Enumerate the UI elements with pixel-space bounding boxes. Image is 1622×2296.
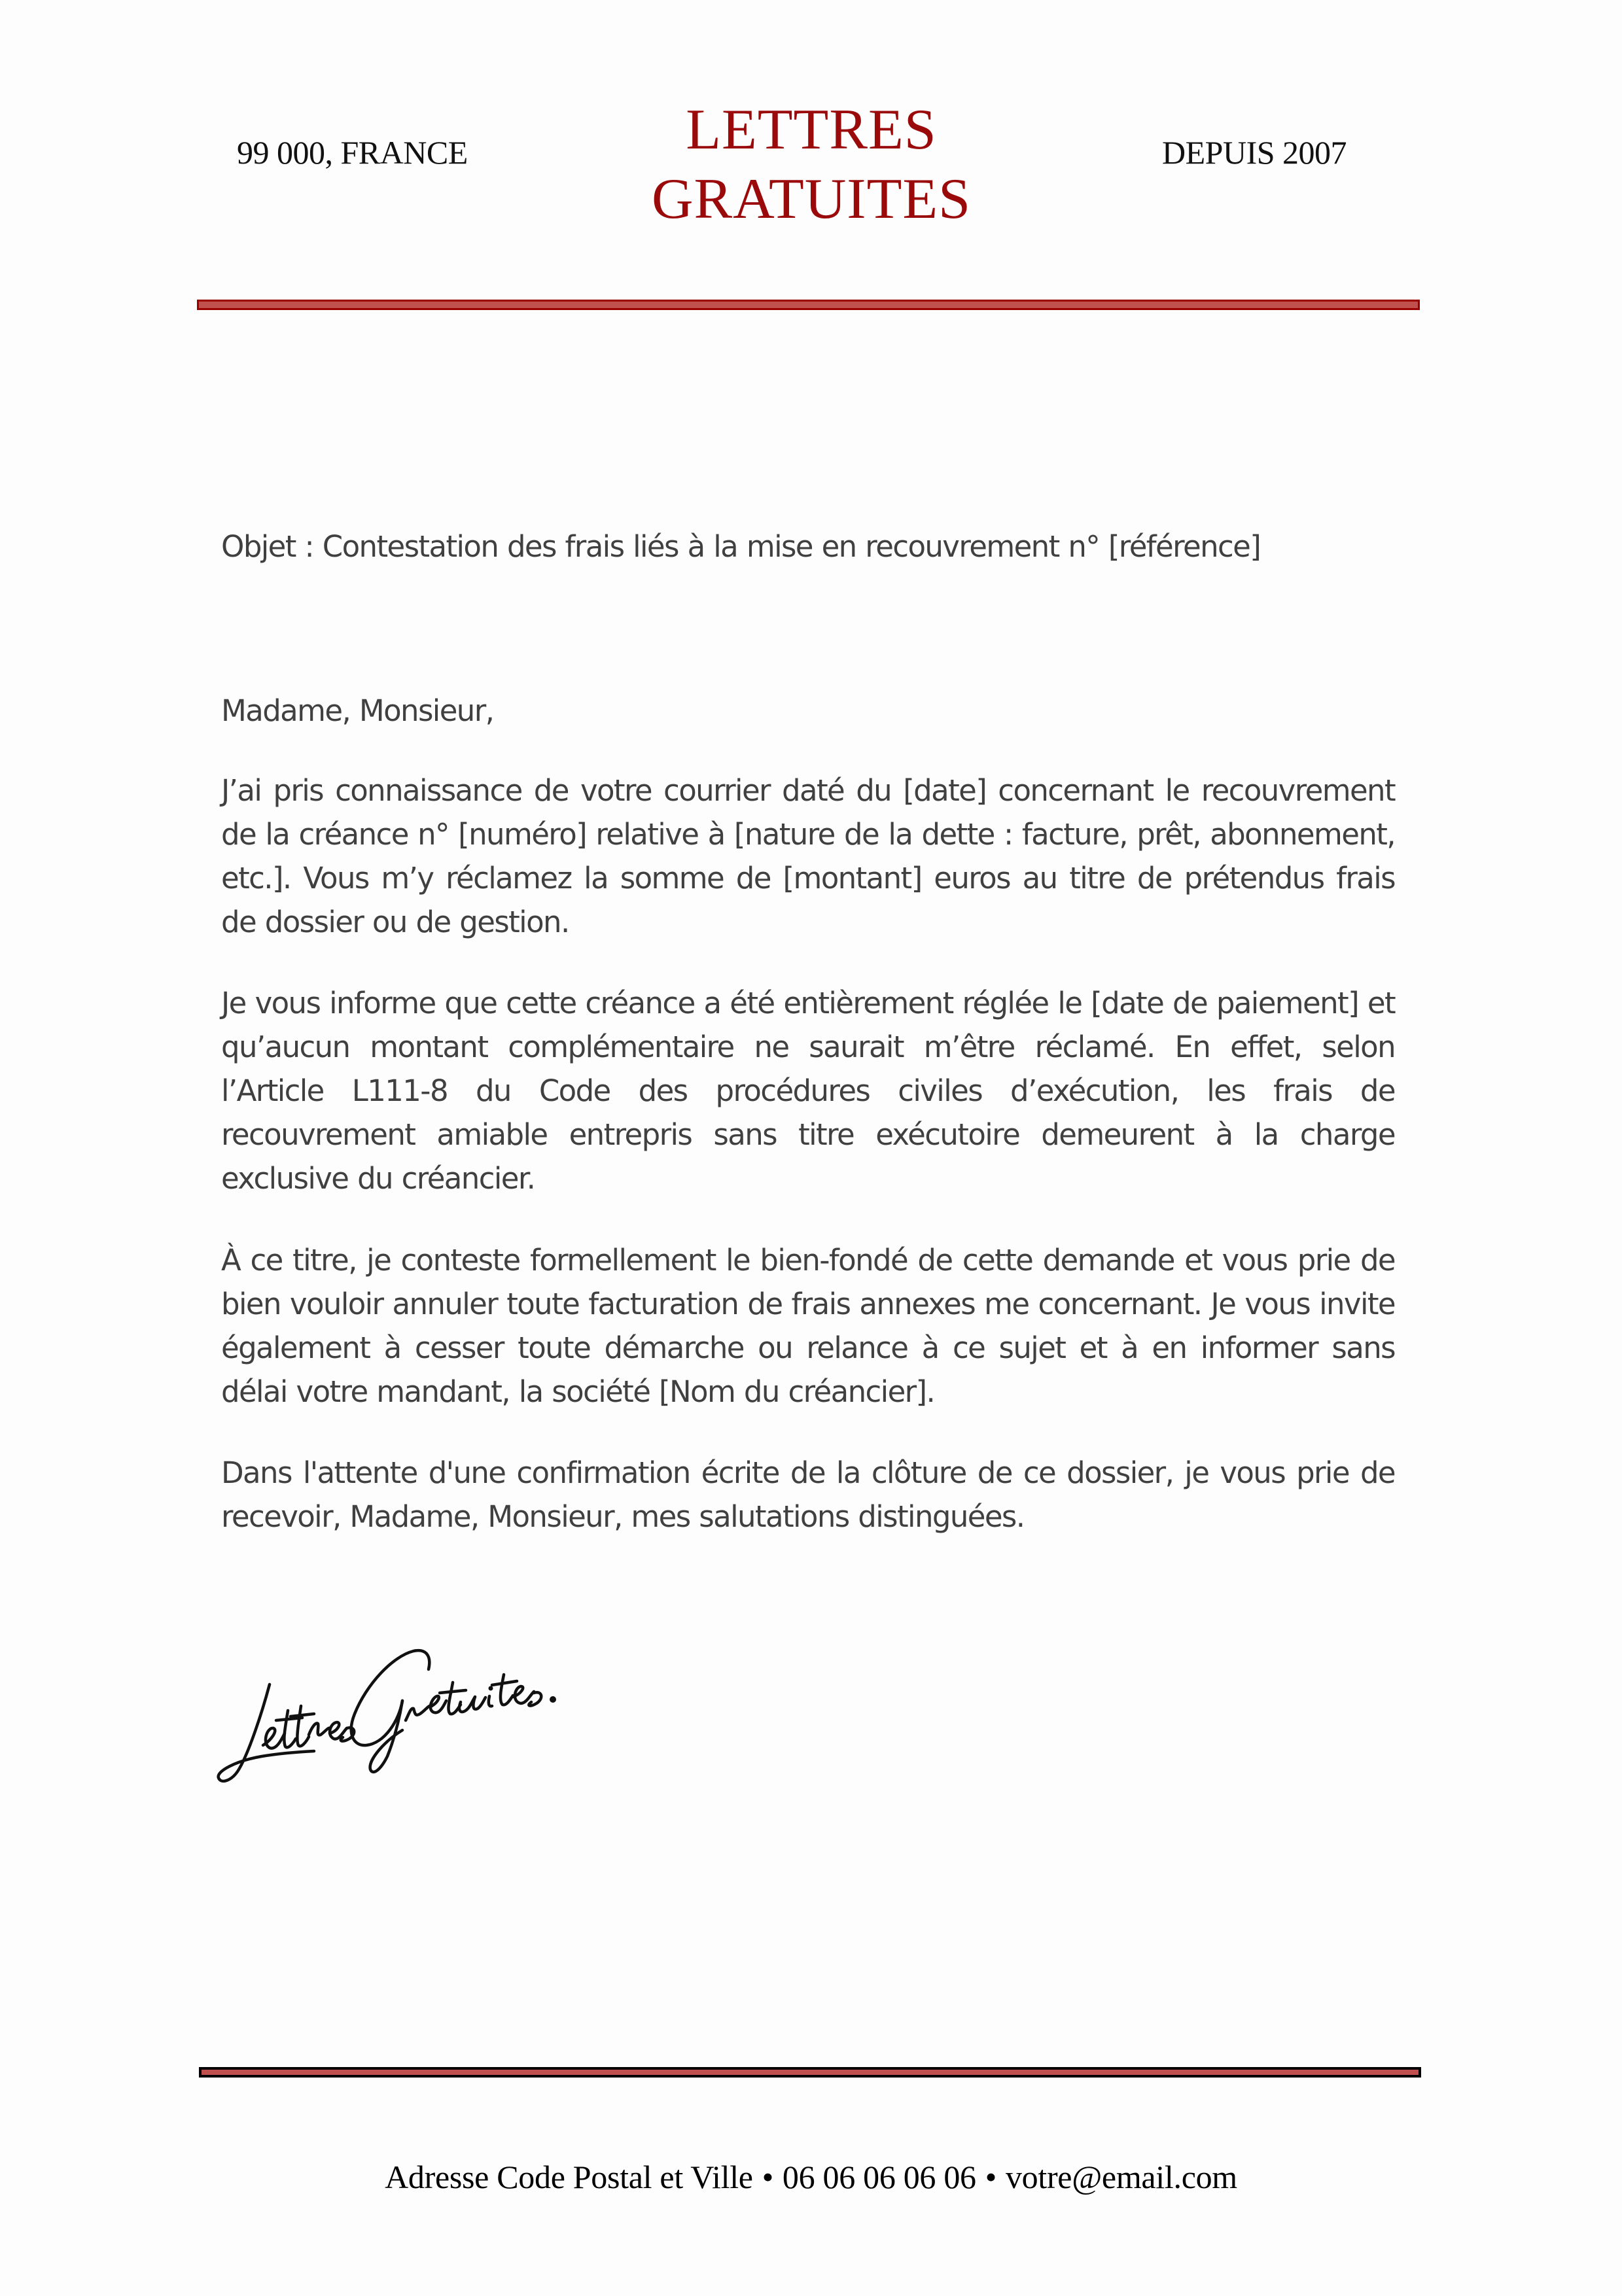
footer-email: votre@email.com — [1005, 2159, 1237, 2195]
letter-paragraph-4: Dans l'attente d'une confirmation écrite de la clôture de ce dossier, je vous prie de recevoir, Madame, Monsieur, mes salutations distinguées. — [221, 1455, 1395, 1534]
footer-address: Adresse Code Postal et Ville — [385, 2159, 753, 2195]
signature — [209, 1622, 602, 1792]
signature-icon — [209, 1622, 602, 1792]
footer-contact — [0, 2157, 1622, 2197]
letter-paragraph-2: Je vous informe que cette créance a été entièrement réglée le [date de paiement] et qu’aucun montant complémentaire ne saurait m’être réclamé. En effet, selon l’Article L111-8 du Code des procédures civiles d’exécution, les frais de recouvrement amiable entrepris sans titre exécutoire demeurent à la charge exclusive du créancier. — [221, 986, 1395, 1196]
brand-title-line2: GRATUITES — [651, 167, 972, 231]
letter-subject: Objet : Contestation des frais liés à la mise en recouvrement n° [référence] — [221, 529, 1261, 564]
brand-title-line1: LETTRES — [686, 98, 937, 162]
footer-divider — [199, 2067, 1421, 2078]
letter-paragraph-1: J’ai pris connaissance de votre courrier daté du [date] concernant le recouvrement de la créance n° [numéro] relative à [nature de la dette : facture, prêt, abonnement, etc.]. Vous m’y réclamez la somme de [montant] euros au titre de prétendus frais de dossier ou de gestion. — [221, 773, 1395, 939]
bullet-separator-icon: • — [985, 2159, 996, 2195]
footer-phone: 06 06 06 06 06 — [782, 2159, 976, 2195]
letter-salutation: Madame, Monsieur, — [221, 693, 494, 728]
brand-title — [550, 96, 1073, 234]
letter-paragraph-3: À ce titre, je conteste formellement le bien-fondé de cette demande et vous prie de bien vouloir annuler toute facturation de frais annexes me concernant. Je vous invite également à cesser toute démarche ou relance à ce sujet et à en informer sans délai votre mandant, la société [Nom du créancier]. — [221, 1243, 1395, 1409]
header-since: DEPUIS 2007 — [1162, 134, 1347, 171]
header-location: 99 000, FRANCE — [237, 134, 468, 171]
bullet-separator-icon: • — [762, 2159, 773, 2195]
header-divider — [197, 300, 1420, 310]
